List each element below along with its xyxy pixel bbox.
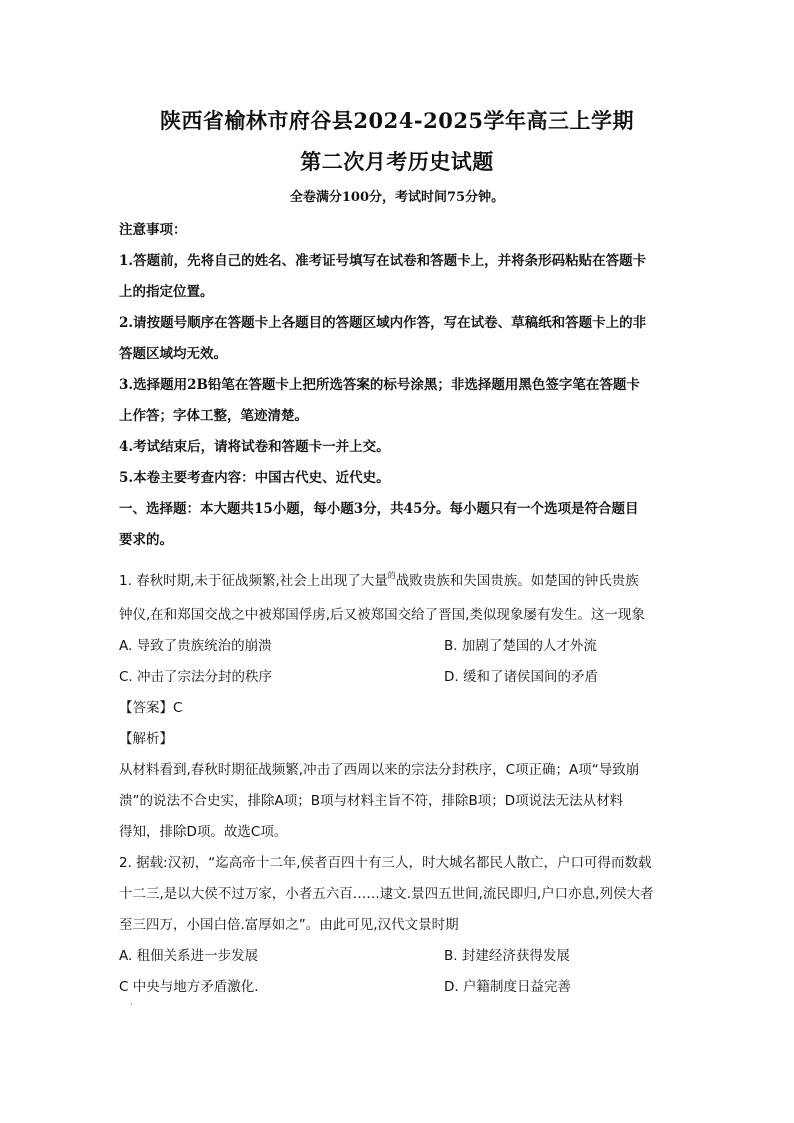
notes-line: 5.本卷主要考查内容：中国古代史、近代史。 <box>119 470 390 486</box>
q1-stem-line2: 钟仪,在和郑国交战之中被郑国俘虏,后又被郑国交给了晋国,类似现象屡有发生。这一现象 <box>119 607 645 623</box>
exam-title-line2: 第二次月考历史试题 <box>300 149 494 174</box>
q2-stem-line2: 十二三,是以大侯不过万家，小者五六百……逮文.景四五世间,流民即归,户口亦息,列侯大者 <box>119 886 654 902</box>
q2-option-b: B. 封建经济获得发展 <box>444 948 570 964</box>
q2-option-a: A. 租佃关系进一步发展 <box>119 948 259 964</box>
notes-line: 上作答；字体工整，笔迹清楚。 <box>119 408 308 424</box>
notes-line: 上的指定位置。 <box>119 284 214 300</box>
q1-stem-superscript: 的 <box>387 571 396 580</box>
notes-line: 答题区域均无效。 <box>119 346 227 362</box>
notes-line: 2.请按题号顺序在答题卡上各题目的答题区域内作答，写在试卷、草稿纸和答题卡上的非 <box>119 315 647 331</box>
notes-heading: 注意事项： <box>119 222 187 238</box>
q2-stem-line3: 至三四万，小国白倍.富厚如之”。由此可见,汉代文景时期 <box>119 917 459 933</box>
exam-title-line1: 陕西省榆林市府谷县2024-2025学年高三上学期 <box>159 108 635 133</box>
q1-analysis-line: 得知，排除D项。故选C项。 <box>119 824 288 840</box>
q1-option-d: D. 缓和了诸侯国间的矛盾 <box>444 669 598 685</box>
notes-line: 1.答题前，先将自己的姓名、准考证号填写在试卷和答题卡上，并将条形码粘贴在答题卡 <box>119 253 647 269</box>
q1-analysis-label: 【解析】 <box>119 731 173 747</box>
stray-mark: · <box>130 1000 133 1009</box>
q2-option-d: D. 户籍制度日益完善 <box>444 979 571 995</box>
q1-option-a: A. 导致了贵族统治的崩溃 <box>119 638 272 654</box>
exam-subtitle: 全卷满分100分，考试时间75分钟。 <box>289 190 505 205</box>
section-heading-line1: 一、选择题：本大题共15小题，每小题3分，共45分。每小题只有一个选项是符合题目 <box>119 501 639 517</box>
section-heading-line2: 要求的。 <box>119 532 173 548</box>
q1-stem-part-a: 1. 春秋时期,未于征战频繁,社会上出现了大量 <box>119 573 388 589</box>
q1-answer: 【答案】C <box>119 700 183 716</box>
q1-analysis-line: 从材料看到,春秋时期征战频繁,冲击了西周以来的宗法分封秩序，C项正确；A项“导致崩 <box>119 762 640 778</box>
q1-option-b: B. 加剧了楚国的人才外流 <box>444 638 597 654</box>
notes-line: 4.考试结束后，请将试卷和答题卡一并上交。 <box>119 439 390 455</box>
q1-analysis-line: 溃”的说法不合史实，排除A项；B项与材料主旨不符，排除B项；D项说法无法从材料 <box>119 793 624 809</box>
q2-stem-line1: 2. 据载:汉初，“迄高帝十二年,侯者百四十有三人，时大城名都民人散亡，户口可得而数载 <box>119 855 652 871</box>
q1-stem-part-b: 战败贵族和失国贵族。如楚国的钟氏贵族 <box>395 573 639 589</box>
notes-line: 3.选择题用2B铅笔在答题卡上把所选答案的标号涂黑；非选择题用黑色签字笔在答题卡 <box>119 377 640 393</box>
q1-stem-line1 <box>119 569 679 589</box>
q2-option-c: C 中央与地方矛盾激化. <box>119 979 259 995</box>
q1-option-c: C. 冲击了宗法分封的秩序 <box>119 669 273 685</box>
